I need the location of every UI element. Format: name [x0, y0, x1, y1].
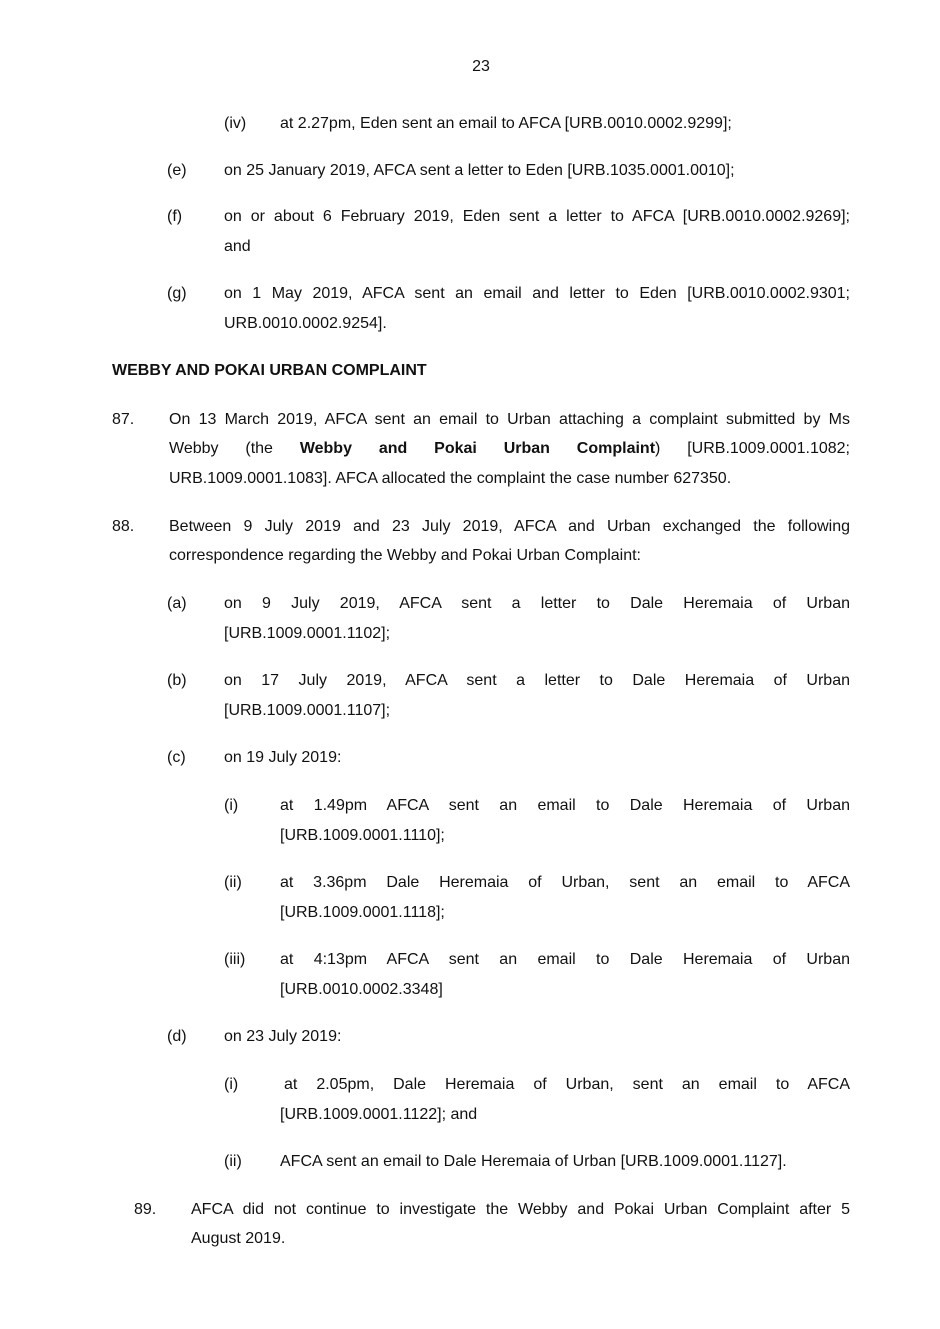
paragraph-text [169, 439, 850, 459]
item-marker: (c) [167, 749, 186, 766]
item-text: and [224, 238, 251, 255]
item-text: at 2.27pm, Eden sent an email to AFCA [URB.0010.0002.9299]; [280, 115, 732, 132]
item-marker: (e) [167, 162, 187, 179]
subitem-marker: (ii) [224, 874, 242, 891]
subitem-text: [URB.0010.0002.3348] [280, 981, 443, 998]
subitem-text: [URB.1009.0001.1122]; and [280, 1106, 478, 1123]
paragraph-number: 89. [134, 1201, 157, 1218]
subitem-text: at 3.36pm Dale Heremaia of Urban, sent an email to AFCA [280, 874, 850, 891]
item-text: on 1 May 2019, AFCA sent an email and letter to Eden [URB.0010.0002.9301; [224, 285, 850, 302]
item-text: on or about 6 February 2019, Eden sent a letter to AFCA [URB.0010.0002.9269]; [224, 208, 850, 225]
page-number: 23 [472, 58, 490, 75]
subitem-text: at 4:13pm AFCA sent an email to Dale Heremaia of Urban [280, 951, 850, 968]
subitem-marker: (i) [224, 1076, 239, 1093]
item-text: on 17 July 2019, AFCA sent a letter to Dale Heremaia of Urban [224, 672, 850, 689]
defined-term: Webby and Pokai Urban Complaint [299, 440, 656, 457]
paragraph-text-part: ) [URB.1009.0001.1082; [655, 440, 850, 457]
section-heading: WEBBY AND POKAI URBAN COMPLAINT [112, 362, 427, 379]
subitem-text: AFCA sent an email to Dale Heremaia of Urban [URB.1009.0001.1127]. [280, 1153, 787, 1170]
paragraph-number: 87. [112, 411, 135, 428]
subitem-marker: (i) [224, 797, 239, 814]
paragraph-text: Between 9 July 2019 and 23 July 2019, AFCA and Urban exchanged the following [169, 518, 850, 535]
item-marker: (a) [167, 595, 187, 612]
item-marker: (g) [167, 285, 187, 302]
paragraph-text: On 13 March 2019, AFCA sent an email to Urban attaching a complaint submitted by Ms [169, 411, 850, 428]
item-marker: (iv) [224, 115, 247, 132]
subitem-text: [URB.1009.0001.1110]; [280, 827, 445, 844]
item-text: on 23 July 2019: [224, 1028, 342, 1045]
paragraph-text: AFCA did not continue to investigate the Webby and Pokai Urban Complaint after 5 [191, 1201, 850, 1218]
item-marker: (b) [167, 672, 187, 689]
paragraph-text-part: Webby (the [169, 440, 300, 457]
paragraph-text: URB.1009.0001.1083]. AFCA allocated the complaint the case number 627350. [169, 470, 732, 487]
subitem-marker: (iii) [224, 951, 246, 968]
item-marker: (d) [167, 1028, 187, 1045]
paragraph-number: 88. [112, 518, 135, 535]
item-text: [URB.1009.0001.1107]; [224, 702, 391, 719]
paragraph-text: August 2019. [191, 1230, 286, 1247]
item-marker: (f) [167, 208, 183, 225]
subitem-marker: (ii) [224, 1153, 242, 1170]
item-text: URB.0010.0002.9254]. [224, 315, 387, 332]
paragraph-text: correspondence regarding the Webby and Pokai Urban Complaint: [169, 547, 641, 564]
item-text: on 25 January 2019, AFCA sent a letter to Eden [URB.1035.0001.0010]; [224, 162, 735, 179]
item-text: on 9 July 2019, AFCA sent a letter to Dale Heremaia of Urban [224, 595, 850, 612]
subitem-text: [URB.1009.0001.1118]; [280, 904, 445, 921]
subitem-text: at 1.49pm AFCA sent an email to Dale Heremaia of Urban [280, 797, 850, 814]
item-text: on 19 July 2019: [224, 749, 342, 766]
subitem-text: at 2.05pm, Dale Heremaia of Urban, sent an email to AFCA [284, 1076, 850, 1093]
item-text: [URB.1009.0001.1102]; [224, 625, 391, 642]
